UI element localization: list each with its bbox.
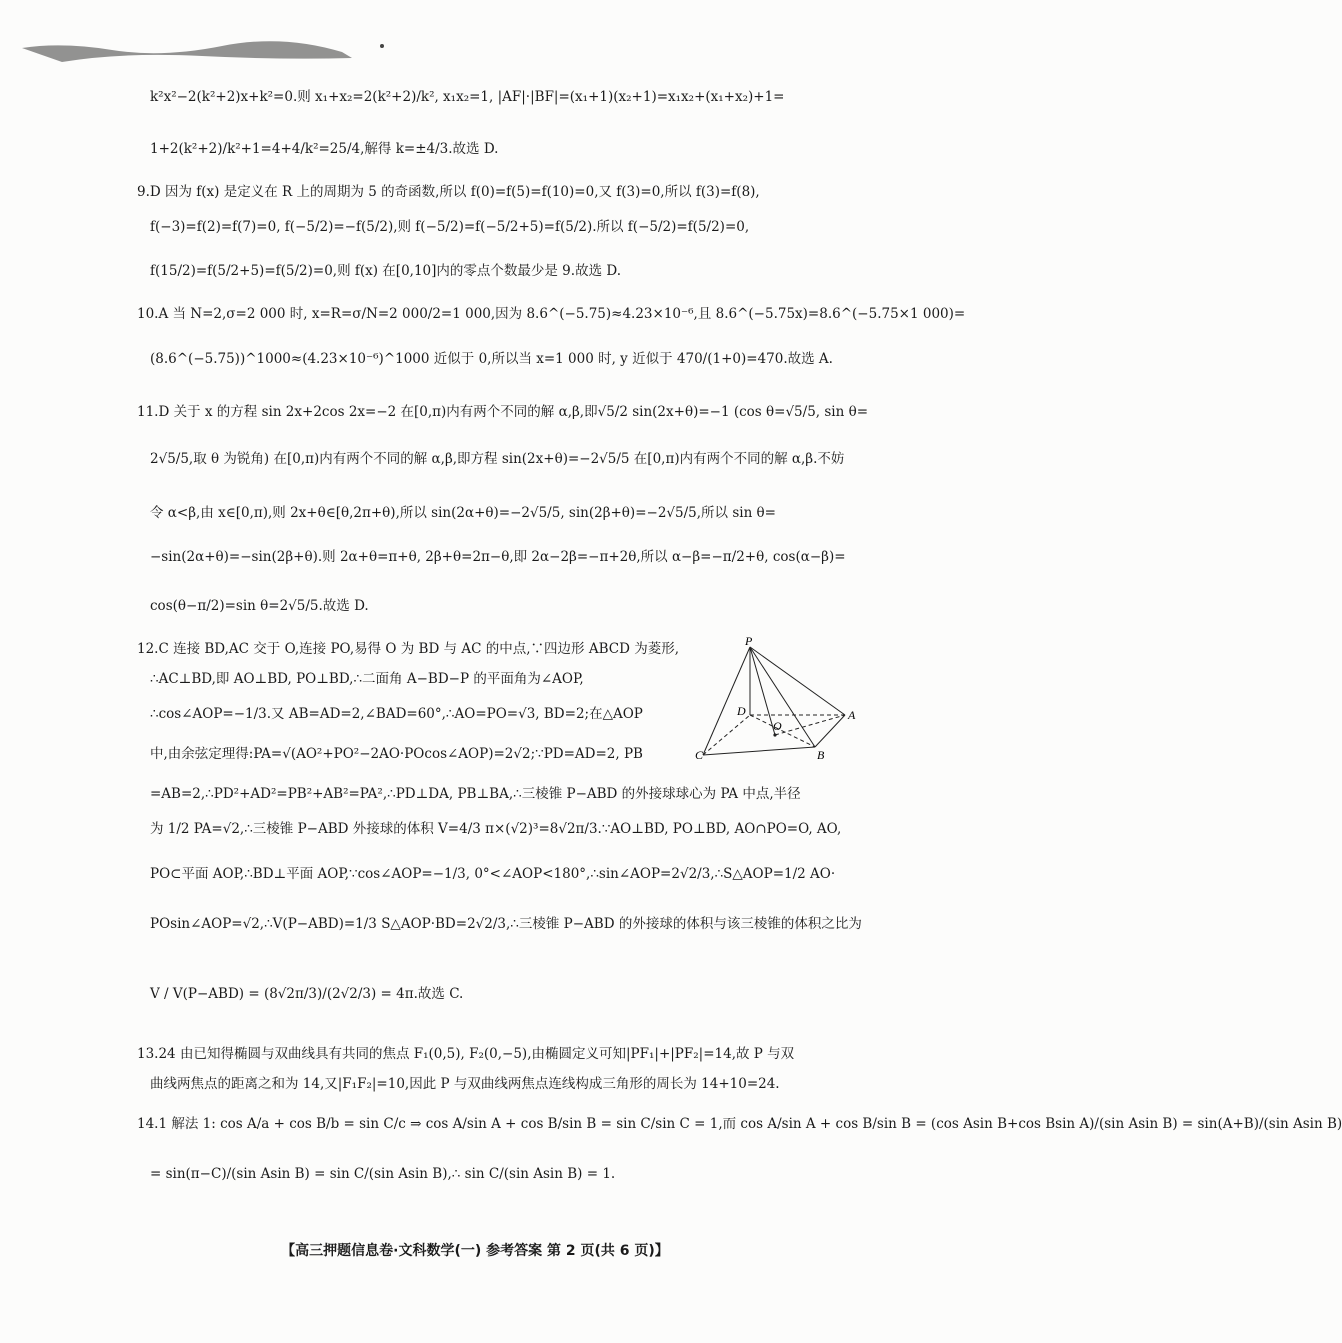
- label-b: B: [817, 748, 825, 762]
- answer-line: cos(θ−π/2)=sin θ=2√5/5.故选 D.: [150, 598, 369, 614]
- answer-line: 令 α<β,由 x∈[0,π),则 2x+θ∈[θ,2π+θ),所以 sin(2α+θ)=−2√5/5, sin(2β+θ)=−2√5/5,所以 sin θ=: [150, 505, 776, 521]
- label-p: P: [745, 634, 753, 648]
- answer-line: = sin(π−C)/(sin Asin B) = sin C/(sin Asin B),∴ sin C/(sin Asin B) = 1.: [150, 1166, 616, 1182]
- label-o: O: [773, 719, 782, 733]
- answer-line: 14.1 解法 1: cos A/a + cos B/b = sin C/c ⇒ cos A/sin A + cos B/sin B = sin C/sin C = 1,而 cos A/sin A + cos B/sin B = (cos Asin B+cos Bsin A)/(sin Asin B) = sin(A+B)/(sin Asin B): [137, 1116, 1342, 1132]
- answer-line: 1+2(k²+2)/k²+1=4+4/k²=25/4,解得 k=±4/3.故选 D.: [150, 141, 499, 157]
- label-d: D: [737, 704, 746, 718]
- label-c: C: [695, 748, 704, 762]
- answer-line: ∴AC⊥BD,即 AO⊥BD, PO⊥BD,∴二面角 A−BD−P 的平面角为∠AOP,: [150, 671, 584, 687]
- answer-line: 11.D 关于 x 的方程 sin 2x+2cos 2x=−2 在[0,π)内有两个不同的解 α,β,即√5/2 sin(2x+θ)=−1 (cos θ=√5/5, sin θ=: [137, 404, 869, 420]
- scan-smudge: [22, 40, 402, 80]
- answer-line: f(15/2)=f(5/2+5)=f(5/2)=0,则 f(x) 在[0,10]内的零点个数最少是 9.故选 D.: [150, 263, 621, 279]
- answer-line: −sin(2α+θ)=−sin(2β+θ).则 2α+θ=π+θ, 2β+θ=2π−θ,即 2α−2β=−π+2θ,所以 α−β=−π/2+θ, cos(α−β)=: [150, 549, 846, 565]
- answer-line: 9.D 因为 f(x) 是定义在 R 上的周期为 5 的奇函数,所以 f(0)=f(5)=f(10)=0,又 f(3)=0,所以 f(3)=f(8),: [137, 184, 760, 200]
- answer-line: =AB=2,∴PD²+AD²=PB²+AB²=PA²,∴PD⊥DA, PB⊥BA,∴三棱锥 P−ABD 的外接球球心为 PA 中点,半径: [150, 786, 801, 802]
- answer-line: 12.C 连接 BD,AC 交于 O,连接 PO,易得 O 为 BD 与 AC 的中点,∵四边形 ABCD 为菱形,: [137, 641, 679, 657]
- answer-line: 10.A 当 N=2,σ=2 000 时, x=R=σ/N=2 000/2=1 000,因为 8.6^(−5.75)≈4.23×10⁻⁶,且 8.6^(−5.75x)=8.6^(−5.75×1 000)=: [137, 306, 966, 322]
- answer-line: ∴cos∠AOP=−1/3.又 AB=AD=2,∠BAD=60°,∴AO=PO=√3, BD=2;在△AOP: [150, 706, 643, 722]
- answer-line: PO⊂平面 AOP,∴BD⊥平面 AOP,∵cos∠AOP=−1/3, 0°<∠AOP<180°,∴sin∠AOP=2√2/3,∴S△AOP=1/2 AO·: [150, 866, 836, 882]
- pyramid-figure: [695, 635, 875, 770]
- answer-line: 13.24 由已知得椭圆与双曲线具有共同的焦点 F₁(0,5), F₂(0,−5),由椭圆定义可知|PF₁|+|PF₂|=14,故 P 与双: [137, 1046, 795, 1062]
- answer-line: f(−3)=f(2)=f(7)=0, f(−5/2)=−f(5/2),则 f(−5/2)=f(−5/2+5)=f(5/2).所以 f(−5/2)=f(5/2)=0,: [150, 219, 750, 235]
- answer-line: 2√5/5,取 θ 为锐角) 在[0,π)内有两个不同的解 α,β,即方程 sin(2x+θ)=−2√5/5 在[0,π)内有两个不同的解 α,β.不妨: [150, 451, 845, 467]
- answer-line: k²x²−2(k²+2)x+k²=0.则 x₁+x₂=2(k²+2)/k², x₁x₂=1, |AF|·|BF|=(x₁+1)(x₂+1)=x₁x₂+(x₁+x₂)+1=: [150, 89, 785, 105]
- answer-line: 中,由余弦定理得:PA=√(AO²+PO²−2AO·POcos∠AOP)=2√2;∵PD=AD=2, PB: [150, 746, 643, 762]
- page-footer: 【高三押题信息卷·文科数学(一) 参考答案 第 2 页(共 6 页)】: [281, 1243, 669, 1259]
- answer-line: POsin∠AOP=√2,∴V(P−ABD)=1/3 S△AOP·BD=2√2/3,∴三棱锥 P−ABD 的外接球的体积与该三棱锥的体积之比为: [150, 916, 862, 932]
- answer-line: 为 1/2 PA=√2,∴三棱锥 P−ABD 外接球的体积 V=4/3 π×(√2)³=8√2π/3.∵AO⊥BD, PO⊥BD, AO∩PO=O, AO,: [150, 821, 842, 837]
- answer-line: V / V(P−ABD) = (8√2π/3)/(2√2/3) = 4π.故选 C.: [150, 986, 464, 1002]
- label-a: A: [848, 708, 856, 722]
- answer-line: 曲线两焦点的距离之和为 14,又|F₁F₂|=10,因此 P 与双曲线两焦点连线构成三角形的周长为 14+10=24.: [150, 1076, 780, 1092]
- answer-line: (8.6^(−5.75))^1000≈(4.23×10⁻⁶)^1000 近似于 0,所以当 x=1 000 时, y 近似于 470/(1+0)=470.故选 A.: [150, 351, 833, 367]
